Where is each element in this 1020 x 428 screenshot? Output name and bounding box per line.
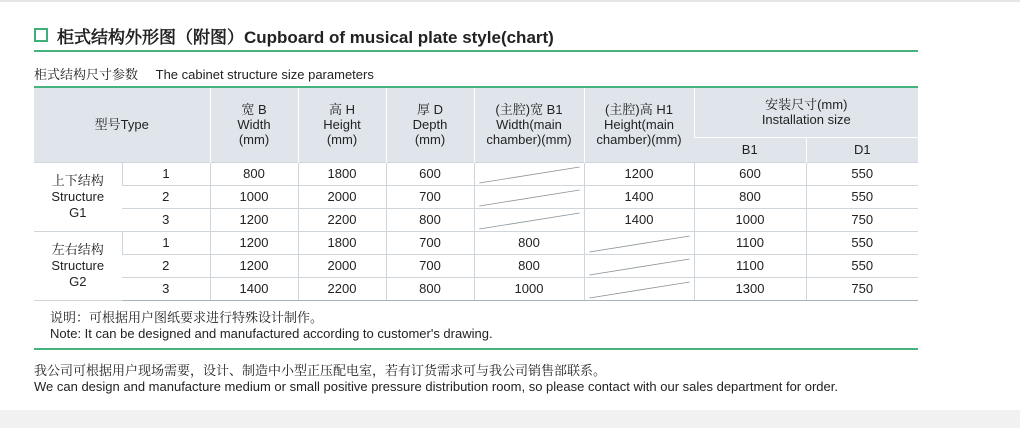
cell-install-d1: 750 [806,208,918,231]
group-label-g1: 上下结构 Structure G1 [34,162,122,231]
bottom-band [0,410,1020,428]
cell-width: 1400 [210,277,298,300]
cell-main-width-na [474,162,584,185]
row-number: 2 [122,185,210,208]
header-installation-size: 安装尺寸(mm) Installation size [694,87,918,137]
cell-main-width: 1000 [474,277,584,300]
cell-install-d1: 550 [806,185,918,208]
footer-cn: 我公司可根据用户现场需要，设计、制造中小型正压配电室，若有订货需求可与我公司销售部联系。 [34,363,607,378]
cell-install-b1: 1100 [694,231,806,254]
cell-main-height-na [584,277,694,300]
cell-main-height: 1200 [584,162,694,185]
cell-install-b1: 800 [694,185,806,208]
table-caption [34,64,374,83]
cell-install-b1: 600 [694,162,806,185]
cell-height: 1800 [298,162,386,185]
cell-height: 2000 [298,254,386,277]
table-row [34,162,918,185]
cell-install-b1: 1300 [694,277,806,300]
cell-height: 1800 [298,231,386,254]
cell-install-d1: 550 [806,231,918,254]
cell-width: 800 [210,162,298,185]
row-number: 2 [122,254,210,277]
cell-depth: 800 [386,277,474,300]
cell-height: 2200 [298,277,386,300]
row-number: 3 [122,277,210,300]
cell-depth: 800 [386,208,474,231]
cell-main-height: 1400 [584,208,694,231]
header-main-width: (主腔)宽 B1 Width(main chamber)(mm) [474,87,584,162]
header-b1: B1 [694,137,806,162]
cell-width: 1200 [210,208,298,231]
size-parameters-table [34,86,918,301]
cell-main-height-na [584,231,694,254]
row-number: 1 [122,162,210,185]
note-cn: 说明：可根据用户图纸要求进行特殊设计制作。 [50,310,324,325]
cell-depth: 600 [386,162,474,185]
table-row [34,277,918,300]
contact-footer [34,363,838,395]
header-depth: 厚 D Depth (mm) [386,87,474,162]
cell-height: 2200 [298,208,386,231]
header-height: 高 H Height (mm) [298,87,386,162]
section-title-text: 柜式结构外形图（附图）Cupboard of musical plate style(chart) [57,27,554,47]
group-label-g2: 左右结构 Structure G2 [34,231,122,300]
cell-main-width-na [474,208,584,231]
header-main-height: (主腔)高 H1 Height(main chamber)(mm) [584,87,694,162]
table-row [34,185,918,208]
cell-height: 2000 [298,185,386,208]
cell-width: 1000 [210,185,298,208]
cell-depth: 700 [386,254,474,277]
header-width: 宽 B Width (mm) [210,87,298,162]
checkbox-square-icon [34,28,48,42]
header-d1: D1 [806,137,918,162]
header-type: 型号Type [34,87,210,162]
table-note [50,310,493,342]
cell-width: 1200 [210,231,298,254]
section-title [34,25,554,45]
table-row [34,208,918,231]
table-caption-cn: 柜式结构尺寸参数 [34,67,139,82]
title-divider [34,50,918,52]
cell-main-width: 800 [474,254,584,277]
cell-install-d1: 750 [806,277,918,300]
cell-main-width-na [474,185,584,208]
cell-install-b1: 1100 [694,254,806,277]
cell-install-d1: 550 [806,162,918,185]
table-row [34,254,918,277]
cell-depth: 700 [386,185,474,208]
note-en: Note: It can be designed and manufactured according to customer's drawing. [50,326,493,341]
top-divider [0,0,1020,2]
cell-main-height-na [584,254,694,277]
row-number: 1 [122,231,210,254]
cell-depth: 700 [386,231,474,254]
cell-main-width: 800 [474,231,584,254]
cell-install-d1: 550 [806,254,918,277]
table-row [34,231,918,254]
footer-en: We can design and manufacture medium or small positive pressure distribution room, so please contact with our sales department for order. [34,379,838,394]
footer-divider [34,348,918,350]
row-number: 3 [122,208,210,231]
table-caption-en: The cabinet structure size parameters [155,67,374,82]
cell-main-height: 1400 [584,185,694,208]
cell-install-b1: 1000 [694,208,806,231]
cell-width: 1200 [210,254,298,277]
